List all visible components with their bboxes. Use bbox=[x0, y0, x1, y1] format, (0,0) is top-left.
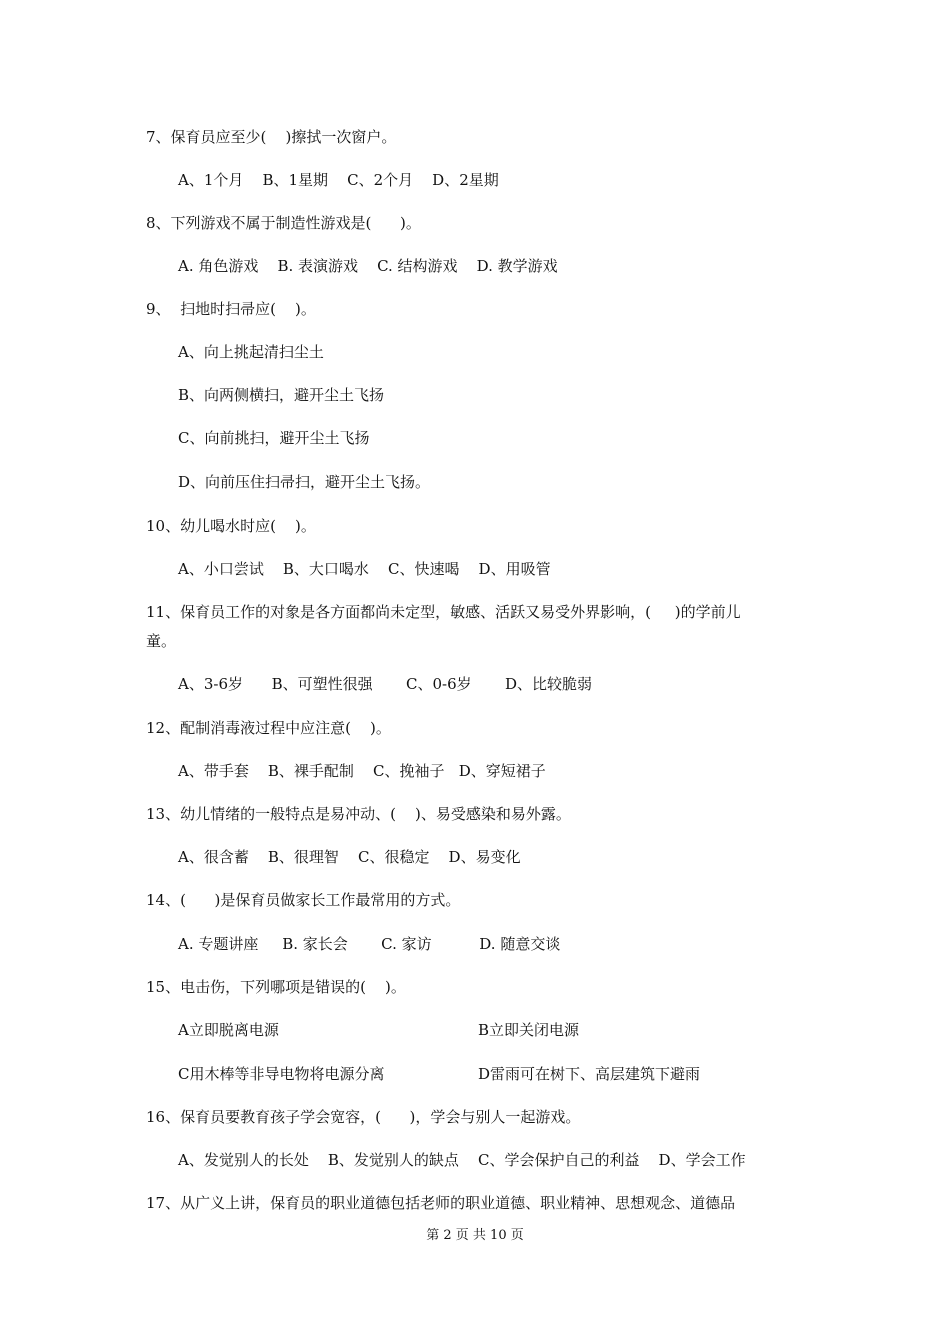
question-17-stem: 17、从广义上讲，保育员的职业道德包括老师的职业道德、职业精神、思想观念、道德品 bbox=[146, 1194, 736, 1212]
page-number-footer: 第 2 页 共 10 页 bbox=[426, 1228, 524, 1243]
question-11-stem-line-1: 11、保育员工作的对象是各方面都尚未定型，敏感、活跃又易受外界影响，( )的学前儿 bbox=[146, 603, 741, 621]
question-9-option-c: C、向前挑扫，避开尘土飞扬 bbox=[178, 429, 370, 447]
question-10-options: A、小口尝试 B、大口喝水 C、快速喝 D、用吸管 bbox=[178, 560, 551, 578]
question-9-option-a: A、向上挑起清扫尘土 bbox=[178, 343, 324, 361]
question-7-options: A、1个月 B、1星期 C、2个月 D、2星期 bbox=[178, 171, 499, 189]
question-11-stem-line-2: 童。 bbox=[146, 632, 177, 650]
question-8-stem: 8、下列游戏不属于制造性游戏是( )。 bbox=[146, 214, 421, 232]
question-12-stem: 12、配制消毒液过程中应注意( )。 bbox=[146, 719, 391, 737]
question-14-stem: 14、( )是保育员做家长工作最常用的方式。 bbox=[146, 891, 461, 909]
question-15-option-b: B立即关闭电源 bbox=[478, 1021, 580, 1039]
question-7-stem: 7、保育员应至少( )擦拭一次窗户。 bbox=[146, 128, 397, 146]
question-9-option-b: B、向两侧横扫，避开尘土飞扬 bbox=[178, 386, 385, 404]
question-9-stem: 9、 扫地时扫帚应( )。 bbox=[146, 300, 316, 318]
question-15-stem: 15、电击伤，下列哪项是错误的( )。 bbox=[146, 978, 406, 996]
question-12-options: A、带手套 B、裸手配制 C、挽袖子 D、穿短裙子 bbox=[178, 762, 546, 780]
question-15-option-a: A立即脱离电源 bbox=[178, 1021, 279, 1039]
question-10-stem: 10、幼儿喝水时应( )。 bbox=[146, 517, 316, 535]
question-15-option-c: C用木棒等非导电物将电源分离 bbox=[178, 1065, 385, 1083]
question-8-options: A. 角色游戏 B. 表演游戏 C. 结构游戏 D. 教学游戏 bbox=[178, 257, 558, 275]
question-13-stem: 13、幼儿情绪的一般特点是易冲动、( )、易受感染和易外露。 bbox=[146, 805, 571, 823]
question-11-options: A、3-6岁 B、可塑性很强 C、0-6岁 D、比较脆弱 bbox=[178, 675, 593, 693]
question-13-options: A、很含蓄 B、很理智 C、很稳定 D、易变化 bbox=[178, 848, 521, 866]
question-16-options: A、发觉别人的长处 B、发觉别人的缺点 C、学会保护自己的利益 D、学会工作 bbox=[178, 1151, 746, 1169]
question-9-option-d: D、向前压住扫帚扫，避开尘土飞扬。 bbox=[178, 473, 431, 491]
question-15-option-d: D雷雨可在树下、高层建筑下避雨 bbox=[478, 1065, 701, 1083]
question-16-stem: 16、保育员要教育孩子学会宽容，( )，学会与别人一起游戏。 bbox=[146, 1108, 581, 1126]
question-14-options: A. 专题讲座 B. 家长会 C. 家访 D. 随意交谈 bbox=[178, 935, 561, 953]
